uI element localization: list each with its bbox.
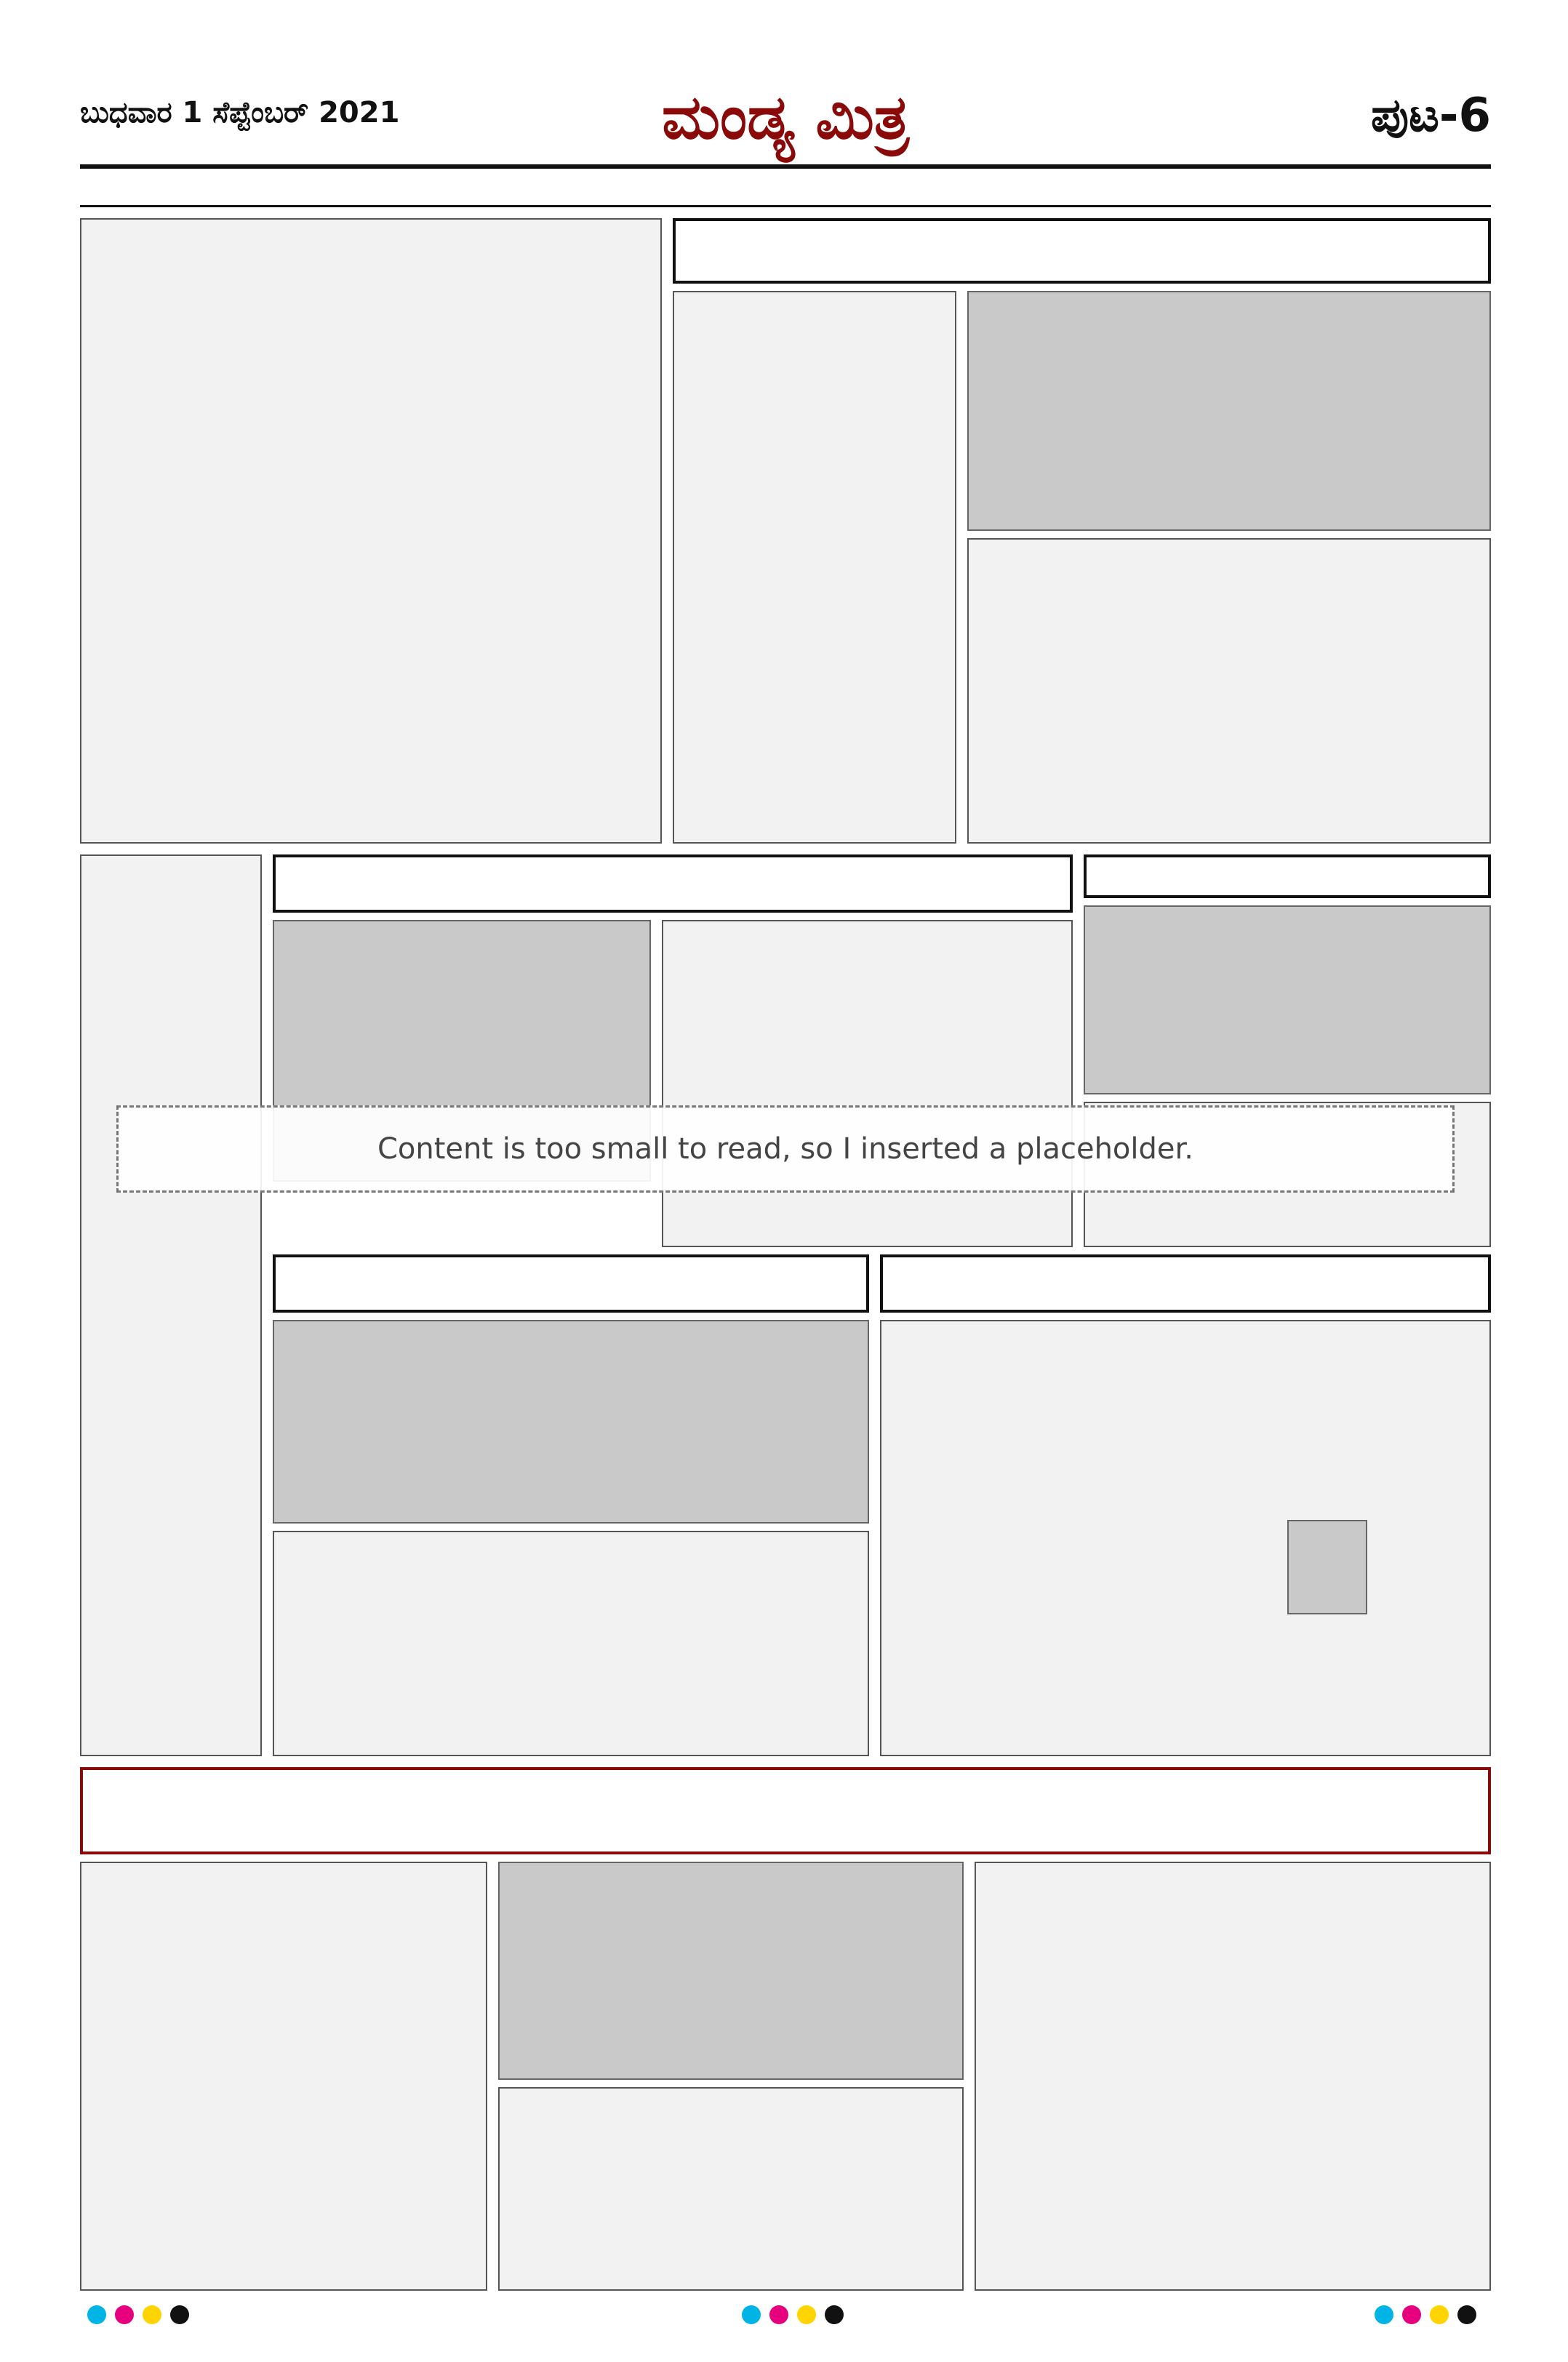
obituary-photo (1287, 1520, 1367, 1614)
article-left-top (80, 218, 662, 844)
yellow-dot (1430, 2305, 1449, 2324)
article-right-top (967, 538, 1491, 844)
masthead-rule (80, 164, 1491, 169)
article-lower-left (273, 1531, 869, 1756)
cyan-dot (1375, 2305, 1393, 2324)
info-rule (80, 205, 1491, 207)
photo-cage (1084, 905, 1491, 1094)
masthead (80, 81, 1491, 161)
article-lower-right (880, 1320, 1491, 1756)
headline-banner-middle (273, 854, 1073, 913)
sidebar-article (80, 854, 262, 1756)
yellow-dot (797, 2305, 816, 2324)
photo-top-event (967, 291, 1491, 531)
cyan-dot (742, 2305, 761, 2324)
photo-group (273, 1320, 869, 1524)
content-placeholder: Content is too small to read, so I inserted a placeholder. (116, 1105, 1455, 1193)
black-dot (825, 2305, 844, 2324)
headline-banner-lower-left (273, 1254, 869, 1313)
magenta-dot (769, 2305, 788, 2324)
headline-banner-lower-right (880, 1254, 1491, 1313)
article-bottom-middle (498, 2087, 964, 2291)
article-bottom-right (975, 1862, 1491, 2291)
article-middle (662, 920, 1073, 1247)
cyan-dot (87, 2305, 106, 2324)
yellow-dot (143, 2305, 161, 2324)
newspaper-title: ಮಂಡ್ಯ ಮಿತ್ರ (662, 81, 909, 153)
magenta-dot (1402, 2305, 1421, 2324)
article-bottom-left (80, 1862, 487, 2291)
photo-meeting (498, 1862, 964, 2080)
registration-dots-center (742, 2305, 844, 2327)
magenta-dot (115, 2305, 134, 2324)
headline-banner-right (1084, 854, 1491, 898)
article-column-top (673, 291, 956, 844)
black-dot (1457, 2305, 1476, 2324)
registration-dots-left (87, 2305, 189, 2327)
headline-banner-bottom (80, 1767, 1491, 1854)
page-number: ಪುಟ-6 (1371, 89, 1491, 143)
black-dot (170, 2305, 189, 2324)
headline-banner-top (673, 218, 1491, 284)
issue-date: ಬುಧವಾರ 1 ಸೆಪ್ಟೆಂಬರ್ 2021 (80, 96, 400, 129)
registration-dots-right (1375, 2305, 1476, 2327)
